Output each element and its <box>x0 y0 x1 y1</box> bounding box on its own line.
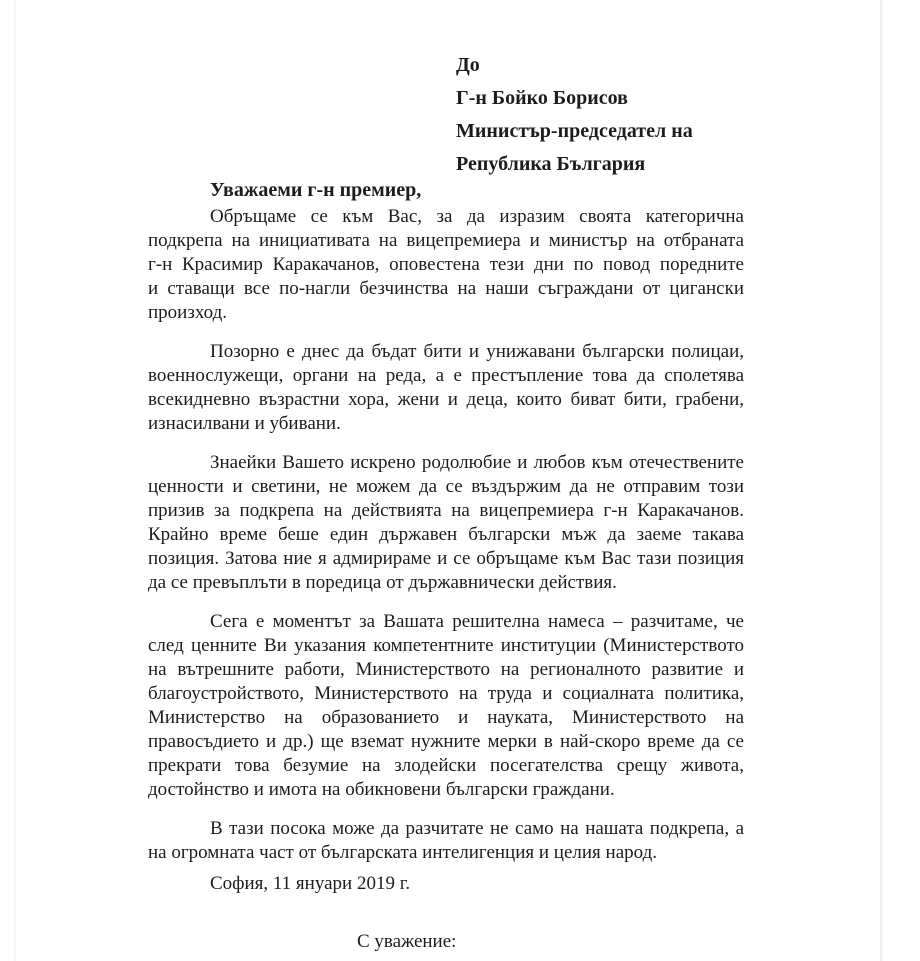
addressee-to: До <box>456 54 480 76</box>
letter-body <box>148 205 744 880</box>
paragraph-1: Обръщаме се към Вас, за да изразим своята категорична подкрепа на инициативата на вицепремиера и министър на отбраната г-н Красимир Каракачанов, оповестена тези дни по повод поредните и ставащи все по-нагли безчинства на наши съграждани от цигански произход. <box>148 206 744 323</box>
salutation: Уважаеми г-н премиер, <box>210 179 422 201</box>
addressee-title: Министър-председател на <box>456 120 693 142</box>
page-left-edge-shadow <box>14 0 16 961</box>
paragraph-4: Сега е моментът за Вашата решителна намеса – разчитаме, че след ценните Ви указания компетентните институции (Министерството на вътрешните работи, Министерството на регионалното развитие и благоустройството, Министерството на труда и социалната политика, Министерство на образованието и науката, Министерството на правосъдието и др.) ще вземат нужните мерки в най-скоро време да се прекрати това безумие на злодейски посегателства срещу живота, достойнство и имота на обикновени български граждани. <box>148 611 744 800</box>
addressee-name: Г-н Бойко Борисов <box>456 87 628 109</box>
paragraph-5: В тази посока може да разчитате не само на нашата подкрепа, а на огромната част от българската интелигенция и целия народ. <box>148 818 744 863</box>
closing-phrase: С уважение: <box>357 931 457 952</box>
paragraph-3: Знаейки Вашето искрено родолюбие и любов към отечествените ценности и светини, не можем да се въздържим да не отправим този призив за подкрепа на действията на вицепремиера г-н Каракачанов. Крайно време беше един държавен български мъж да заеме такава позиция. Затова ние я адмирираме и се обръщаме към Вас тази позиция да се превъплъти в поредица от държавнически действия. <box>148 452 744 593</box>
paragraph-2: Позорно е днес да бъдат бити и унижавани български полицаи, военнослужещи, органи на реда, а е престъпление това да сполетява всекидневно възрастни хора, жени и деца, които биват бити, грабени, изнасилвани и убивани. <box>148 341 744 434</box>
addressee-block <box>456 49 693 181</box>
place-and-date: София, 11 януари 2019 г. <box>210 873 411 894</box>
addressee-country: Република България <box>456 153 646 175</box>
page-right-edge-shadow <box>880 0 883 961</box>
